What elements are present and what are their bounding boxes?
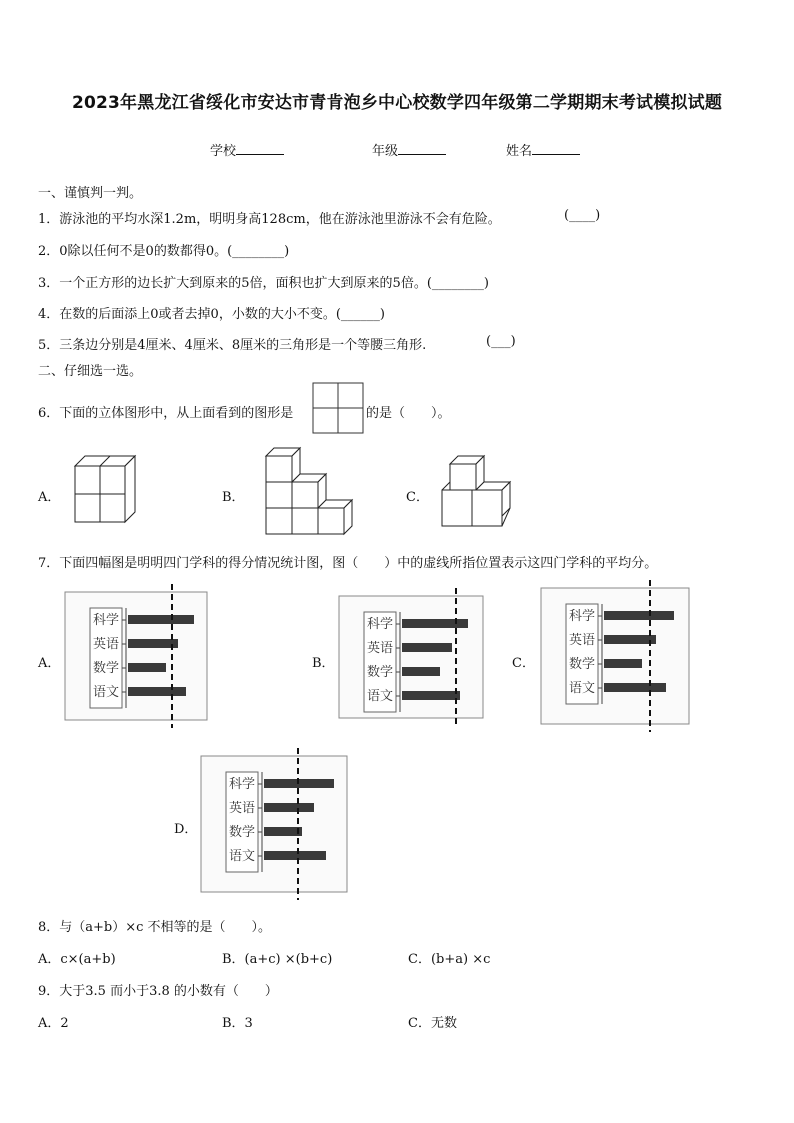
q6-option-c-label[interactable]: C． bbox=[406, 490, 429, 505]
chart-frame bbox=[201, 756, 347, 892]
question-6-post: 的是（ ）。 bbox=[366, 406, 451, 421]
q7-option-b-label[interactable]: B． bbox=[312, 656, 335, 671]
q7-option-c-chart[interactable] bbox=[540, 580, 692, 736]
subject-label: 英语 bbox=[569, 633, 596, 648]
subject-bar bbox=[128, 615, 194, 624]
q7-option-a-chart[interactable] bbox=[64, 584, 210, 732]
question-3: 3．一个正方形的边长扩大到原来的5倍，面积也扩大到原来的5倍。(________) bbox=[38, 276, 489, 291]
chart-frame bbox=[65, 592, 207, 720]
subject-label: 语文 bbox=[367, 689, 394, 704]
grade-blank bbox=[398, 142, 446, 155]
school-blank bbox=[236, 142, 284, 155]
q7-option-d-chart[interactable] bbox=[200, 748, 350, 904]
subject-bar bbox=[604, 659, 642, 668]
subject-label: 数学 bbox=[93, 661, 120, 676]
q9-option-b[interactable]: B．3 bbox=[222, 1016, 253, 1031]
name-blank bbox=[532, 142, 580, 155]
subject-bar bbox=[128, 663, 166, 672]
q8-option-b[interactable]: B．(a+c) ×(b+c) bbox=[222, 952, 333, 967]
subject-bar bbox=[604, 683, 666, 692]
q6-option-a-cube-figure[interactable] bbox=[72, 454, 138, 524]
school-label: 学校 bbox=[210, 144, 237, 159]
q7-option-d-label[interactable]: D． bbox=[174, 822, 198, 837]
q8-option-a[interactable]: A．c×(a+b) bbox=[38, 952, 116, 967]
question-7: 7．下面四幅图是明明四门学科的得分情况统计图，图（ ）中的虚线所指位置表示这四门学科的平均分。 bbox=[38, 556, 658, 571]
subject-label: 科学 bbox=[367, 617, 394, 632]
subject-label: 数学 bbox=[229, 825, 256, 840]
q7-option-b-chart[interactable] bbox=[338, 588, 486, 730]
subject-bar bbox=[264, 827, 302, 836]
subject-bar bbox=[402, 643, 452, 652]
question-1-answer: (____) bbox=[564, 208, 601, 223]
subject-label: 科学 bbox=[569, 609, 596, 624]
subject-bar bbox=[264, 803, 314, 812]
q6-option-b-stair-figure[interactable] bbox=[262, 444, 354, 538]
subject-bar bbox=[128, 687, 186, 696]
subject-bar bbox=[402, 619, 468, 628]
question-1: 1．游泳池的平均水深1.2m，明明身高128cm，他在游泳池里游泳不会有危险。 bbox=[38, 212, 501, 227]
page-title: 2023年黑龙江省绥化市安达市青肯泡乡中心校数学四年级第二学期期末考试模拟试题 bbox=[71, 93, 723, 113]
q7-option-c-label[interactable]: C． bbox=[512, 656, 535, 671]
subject-bar bbox=[604, 611, 674, 620]
subject-label: 英语 bbox=[229, 801, 256, 816]
subject-label: 数学 bbox=[569, 657, 596, 672]
top-view-grid-icon bbox=[312, 382, 364, 434]
subject-label: 英语 bbox=[93, 637, 120, 652]
q7-option-a-label[interactable]: A． bbox=[38, 656, 61, 671]
q6-option-b-label[interactable]: B． bbox=[222, 490, 245, 505]
grade-field bbox=[372, 140, 446, 159]
subject-label: 语文 bbox=[93, 685, 120, 700]
subject-label: 语文 bbox=[229, 849, 256, 864]
q6-option-a-label[interactable]: A． bbox=[38, 490, 61, 505]
name-label: 姓名 bbox=[506, 144, 533, 159]
subject-label: 科学 bbox=[93, 613, 120, 628]
question-5-answer: (___) bbox=[486, 334, 516, 349]
grade-label: 年级 bbox=[372, 144, 399, 159]
question-2: 2．0除以任何不是0的数都得0。(________) bbox=[38, 244, 290, 259]
q9-option-a[interactable]: A．2 bbox=[38, 1016, 69, 1031]
subject-bar bbox=[264, 851, 326, 860]
subject-bar bbox=[402, 691, 460, 700]
q8-option-c[interactable]: C．(b+a) ×c bbox=[408, 952, 491, 967]
subject-label: 语文 bbox=[569, 681, 596, 696]
subject-label: 数学 bbox=[367, 665, 394, 680]
subject-bar bbox=[128, 639, 178, 648]
subject-bar bbox=[402, 667, 440, 676]
q9-option-c[interactable]: C．无数 bbox=[408, 1016, 457, 1031]
question-9: 9．大于3.5 而小于3.8 的小数有（ ） bbox=[38, 984, 278, 999]
school-field bbox=[210, 140, 284, 159]
subject-label: 英语 bbox=[367, 641, 394, 656]
q6-option-c-cube-figure[interactable] bbox=[440, 454, 512, 530]
section-two-heading: 二、仔细选一选。 bbox=[38, 364, 143, 379]
chart-frame bbox=[541, 588, 689, 724]
question-5: 5．三条边分别是4厘米、4厘米、8厘米的三角形是一个等腰三角形. bbox=[38, 338, 427, 353]
subject-label: 科学 bbox=[229, 777, 256, 792]
question-6-pre: 6．下面的立体图形中，从上面看到的图形是 bbox=[38, 406, 294, 421]
subject-bar bbox=[604, 635, 656, 644]
question-8: 8．与（a+b）×c 不相等的是（ ）。 bbox=[38, 920, 272, 935]
section-one-heading: 一、谨慎判一判。 bbox=[38, 186, 143, 201]
name-field bbox=[506, 140, 580, 159]
question-4: 4．在数的后面添上0或者去掉0，小数的大小不变。(______) bbox=[38, 307, 385, 322]
